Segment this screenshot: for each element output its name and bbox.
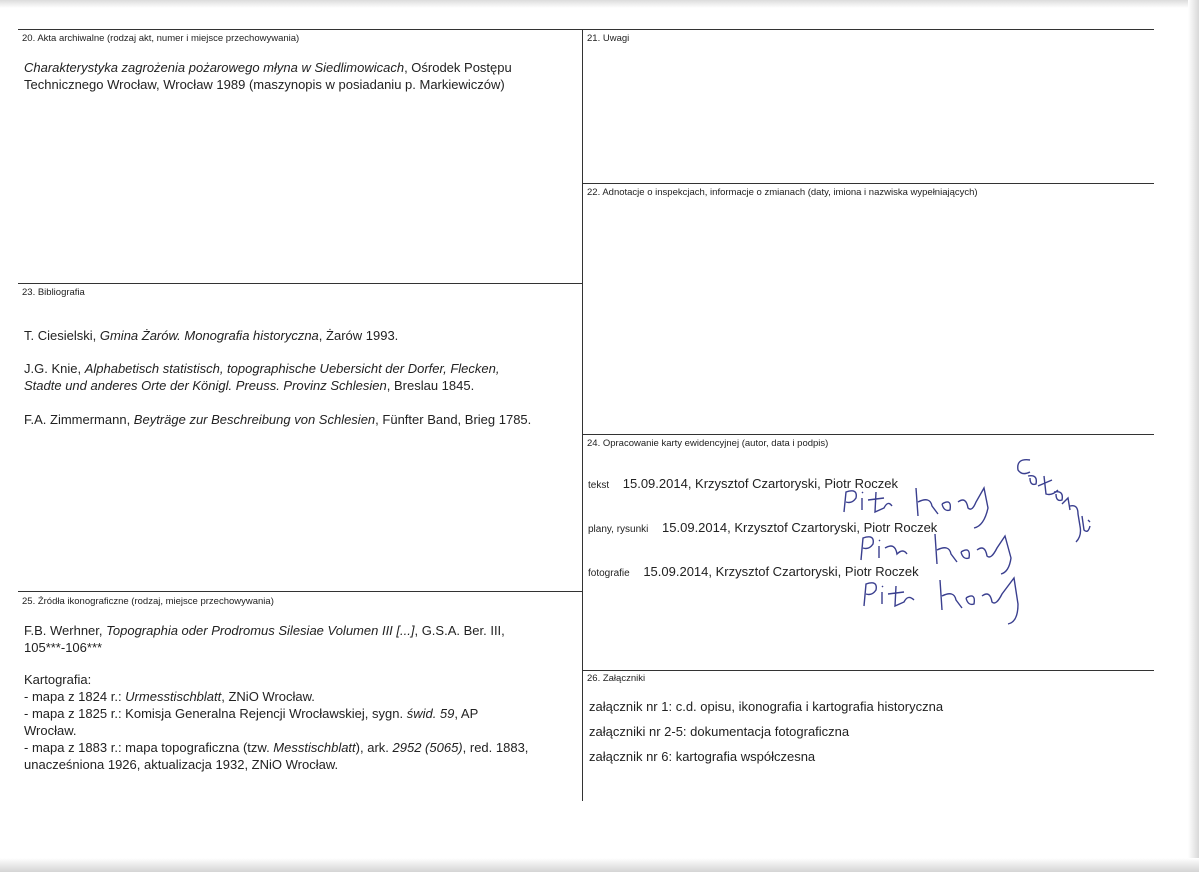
signature-roczek-3 [858,572,1033,627]
box26-label: 26. Załączniki [587,673,646,684]
divider-23-25 [18,591,582,592]
bib2-title-line1: Alphabetisch statistisch, topographische Uebersicht der Dorfer, Flecken, [84,361,500,376]
bibliography-entry-2 [24,360,579,394]
box22-label: 22. Adnotacje o inspekcjach, informacje o zmianach (daty, imiona i nazwiska wypełniających) [587,187,978,198]
map3-pre: - mapa z 1883 r.: mapa topograficzna (tzw. [24,740,274,755]
map2-pre: - mapa z 1825 r.: Komisja Generalna Rejencji Wrocławskiej, sygn. [24,706,407,721]
map3-post: , red. 1883, [462,740,529,755]
box20-entry-rest: , Ośrodek Postępu [404,60,512,75]
map2-post: , AP [454,706,479,721]
divider-21-22 [582,183,1154,184]
author-row-text-kind: tekst [588,480,610,491]
divider-20-23 [18,283,582,284]
map1-pre: - mapa z 1824 r.: [24,689,126,704]
werhner-archive: , G.S.A. Ber. III, [414,623,505,638]
bib2-author: J.G. Knie, [24,361,85,376]
divider-22-24 [582,434,1154,435]
signature-roczek-2 [855,528,1020,578]
iconography-werhner [24,622,579,656]
author-row-photos-value: 15.09.2014, Krzysztof Czartoryski, Piotr Roczek [643,564,919,579]
box25-label: 25. Źródła ikonograficzne (rodzaj, miejsce przechowywania) [22,596,274,607]
box20-entry [24,59,579,93]
map1-title: Urmesstischblatt [125,689,222,704]
box20-entry-title: Charakterystyka zagrożenia pożarowego młyna w Siedlimowicach [24,60,405,75]
bib2-post: , Breslau 1845. [386,378,475,393]
map3-title: Messtischblatt [273,740,356,755]
author-row-photos-kind: fotografie [588,568,630,579]
map3-sheet: 2952 (5065) [392,740,463,755]
paper-edge-bottom [0,858,1199,872]
bibliography-entry-3 [24,411,589,428]
kartografia-heading: Kartografia: [24,672,92,687]
top-border [18,29,1154,30]
werhner-title: Topographia oder Prodromus Silesiae Volumen III [...] [106,623,415,638]
author-row-text-value: 15.09.2014, Krzysztof Czartoryski, Piotr Roczek [622,476,899,491]
divider-24-26 [582,670,1154,671]
bib3-author: F.A. Zimmermann, [24,412,134,427]
attachment-1: załącznik nr 1: c.d. opisu, ikonografia i kartografia historyczna [589,699,944,714]
box20-label: 20. Akta archiwalne (rodzaj akt, numer i miejsce przechowywania) [22,33,300,44]
bib1-post: , Żarów 1993. [318,328,399,343]
box24-label: 24. Opracowanie karty ewidencyjnej (autor, data i podpis) [587,438,829,449]
map3-mid: ), ark. [355,740,393,755]
bib1-author: T. Ciesielski, [24,328,100,343]
box20-entry-line2: Technicznego Wrocław, Wrocław 1989 (maszynopis w posiadaniu p. Markiewiczów) [24,77,505,92]
werhner-author: F.B. Werhner, [24,623,107,638]
box23-label: 23. Bibliografia [22,287,85,298]
map1-post: , ZNiO Wrocław. [221,689,315,704]
bib2-title-line2: Stadte und anderes Orte der Königl. Preuss. Provinz Schlesien [24,378,387,393]
signature-roczek-1 [838,482,998,532]
paper-edge-top [0,0,1199,8]
bib3-post: , Fünfter Band, Brieg 1785. [375,412,532,427]
bib3-title: Beyträge zur Beschreibung von Schlesien [133,412,376,427]
attachment-3: załącznik nr 6: kartografia współczesna [589,749,816,764]
author-row-plans-value: 15.09.2014, Krzysztof Czartoryski, Piotr Roczek [662,520,938,535]
bib1-title: Gmina Żarów. Monografia historyczna [99,328,319,343]
box21-label: 21. Uwagi [587,33,630,44]
paper-edge-right [1188,0,1199,872]
map2-title: świd. 59 [406,706,455,721]
signature-czartoryski [1008,446,1098,546]
author-row-plans-kind: plany, rysunki [588,524,649,535]
map2-line2: Wrocław. [24,723,77,738]
kartografia-block [24,671,579,773]
map3-line2: unacześniona 1926, aktualizacja 1932, ZNiO Wrocław. [24,757,339,772]
attachment-2: załączniki nr 2-5: dokumentacja fotograficzna [589,724,850,739]
bibliography-entry-1 [24,327,579,344]
werhner-signature: 105***-106*** [24,640,103,655]
